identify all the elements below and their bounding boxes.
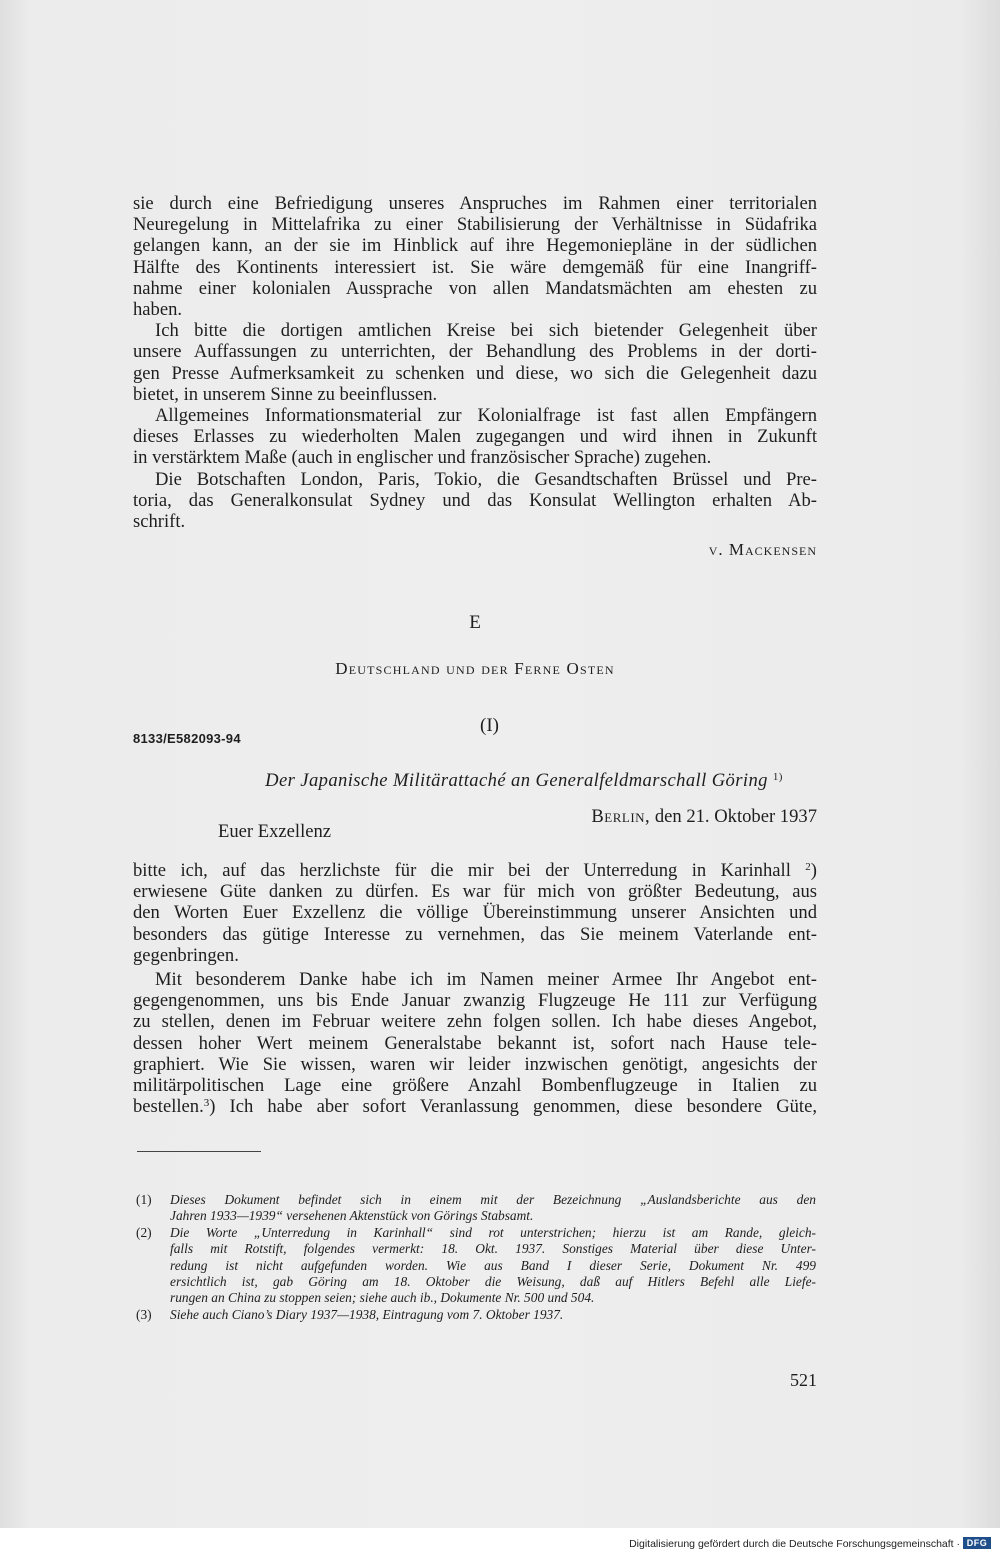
footnote-mark: (1) <box>136 1192 152 1207</box>
footnote-divider <box>137 1151 261 1152</box>
dateline-city: Berlin, <box>591 806 651 827</box>
text-line: Hälfte des Kontinents interessiert ist. Sie wäre demgemäß für eine Inangriff- <box>133 256 817 278</box>
text-line <box>133 1096 817 1117</box>
footnote-ref-3: 3 <box>203 1097 210 1110</box>
text-line: Neuregelung in Mittelafrika zu einer Stabilisierung der Verhältnisse in Südafrika <box>133 214 817 236</box>
dateline-date: den 21. Oktober 1937 <box>654 806 817 827</box>
letter-paragraph-2 <box>133 969 817 1117</box>
letter-body <box>133 860 817 1117</box>
footnote-line: Jahren 1933—1939“ versehenen Aktenstück von Görings Stabsamt. <box>170 1208 534 1224</box>
footnotes <box>136 1192 816 1323</box>
footnote-2 <box>136 1225 816 1307</box>
footnote-line: rungen an China zu stoppen seien; siehe auch ib., Dokumente Nr. 500 und 504. <box>170 1290 595 1306</box>
footnote-mark: (3) <box>136 1306 152 1322</box>
footnote-ref-1: 1) <box>772 771 783 783</box>
text-line: zu stellen, denen im Februar weitere zehn folgen sollen. Ich habe dieses Angebot, <box>133 1011 817 1033</box>
text-line: Ich bitte die dortigen amtlichen Kreise bei sich bietender Gelegenheit über <box>155 320 817 342</box>
footnote-1 <box>136 1192 816 1225</box>
dfg-logo-icon[interactable]: DFG <box>963 1537 991 1549</box>
text-line: gen Presse Aufmerksamkeit zu schenken und diese, wo sich die Gelegenheit dazu <box>133 362 817 384</box>
text-line: dessen hoher Wert meinem Generalstabe bekannt ist, sofort nach Hause tele- <box>133 1032 817 1054</box>
signature: v. Mackensen <box>708 540 817 559</box>
footnote-3 <box>136 1307 816 1323</box>
text-line: gegengenommen, uns bis Ende Januar zwanzig Flugzeuge He 111 zur Verfügung <box>133 990 817 1012</box>
text-segment: ) Ich habe aber sofort Veranlassung genommen, diese besondere Güte, <box>209 1096 817 1118</box>
letter-paragraph-1 <box>133 860 817 966</box>
text-line: bietet, in unserem Sinne zu beeinflussen. <box>133 383 438 405</box>
footnote-mark: (2) <box>136 1224 152 1240</box>
footnote-line: falls mit Rotstift, folgendes vermerkt: 18. Okt. 1937. Sonstiges Material über diese Unter- <box>170 1241 816 1257</box>
text-line: Die Botschaften London, Paris, Tokio, die Gesandtschaften Brüssel und Pre- <box>155 468 817 490</box>
paragraph-3 <box>133 405 817 469</box>
footnote-line: Siehe auch Ciano’s Diary 1937—1938, Eintragung vom 7. Oktober 1937. <box>170 1306 564 1322</box>
text-line: Mit besonderem Danke habe ich im Namen meiner Armee Ihr Angebot ent- <box>155 969 817 991</box>
text-line: unsere Auffassungen zu unterrichten, der Behandlung des Problems in der dorti- <box>133 341 817 363</box>
text-line: gegenbringen. <box>133 944 239 966</box>
text-line: militärpolitischen Lage eine größere Anzahl Bombenflugzeuge in Italien zu <box>133 1075 817 1097</box>
document-number: (I) <box>480 715 499 736</box>
salutation: Euer Exzellenz <box>218 821 332 842</box>
text-line: erwiesene Güte danken zu dürfen. Es war für mich von größter Bedeutung, aus <box>133 881 817 903</box>
text-line: haben. <box>133 299 183 321</box>
footnote-line: redung ist nicht aufgefunden worden. Wie aus Band I dieser Serie, Dokument Nr. 499 <box>170 1257 816 1273</box>
text-line: toria, das Generalkonsulat Sydney und das Konsulat Wellington erhalten Ab- <box>133 489 817 511</box>
text-line <box>133 860 817 881</box>
section-title: Deutschland und der Ferne Osten <box>335 659 615 678</box>
text-segment: bestellen. <box>133 1096 204 1118</box>
document-heading-text: Der Japanische Militärattaché an Generalfeldmarschall Göring <box>265 770 768 791</box>
paragraph-1 <box>133 193 817 320</box>
dateline <box>591 806 817 828</box>
paragraph-2 <box>133 320 817 405</box>
section-letter: E <box>469 612 481 633</box>
file-reference: 8133/E582093-94 <box>133 731 241 746</box>
text-segment: ) <box>810 860 817 881</box>
text-line: Allgemeines Informationsmaterial zur Kolonialfrage ist fast allen Empfängern <box>155 405 817 427</box>
text-line: schrift. <box>133 511 186 533</box>
page-number: 521 <box>790 1370 817 1390</box>
paragraph-4 <box>133 469 817 533</box>
footnote-line: Dieses Dokument befindet sich in einem mit der Bezeichnung „Auslandsberichte aus den <box>170 1192 816 1207</box>
text-line: sie durch eine Befriedigung unseres Anspruches im Rahmen einer territorialen <box>133 193 817 214</box>
text-line: den Worten Euer Exzellenz die völlige Übereinstimmung unserer Ansichten und <box>133 902 817 924</box>
text-line: gelangen kann, an der sie im Hinblick auf ihre Hegemoniepläne in der südlichen <box>133 235 817 257</box>
text-line: in verstärktem Maße (auch in englischer und französischer Sprache) zugehen. <box>133 447 712 469</box>
footnote-ref-2: 2 <box>805 861 811 873</box>
text-segment: bitte ich, auf das herzlichste für die mir bei der Unterredung in Karinhall <box>133 860 806 881</box>
funding-notice: Digitalisierung gefördert durch die Deutsche Forschungsgemeinschaft · <box>629 1538 960 1550</box>
continuation-text <box>133 193 817 532</box>
text-line: nahme einer kolonialen Aussprache von allen Mandatsmächten am ehesten zu <box>133 277 817 299</box>
footnote-line: Die Worte „Unterredung in Karinhall“ sind rot unterstrichen; hierzu ist am Rande, gleich- <box>170 1224 816 1240</box>
text-line: besonders das gütige Interesse zu vernehmen, das Sie meinem Vaterlande ent- <box>133 923 817 945</box>
footnote-line: ersichtlich ist, gab Göring am 18. Oktober die Weisung, daß auf Hitlers Befehl alle Liefe- <box>170 1274 816 1290</box>
document-heading <box>133 770 915 792</box>
text-line: dieses Erlasses zu wiederholten Malen zugegangen und wird ihnen in Zukunft <box>133 426 817 448</box>
text-line: graphiert. Wie Sie wissen, waren wir leider inzwischen genötigt, angesichts der <box>133 1053 817 1075</box>
